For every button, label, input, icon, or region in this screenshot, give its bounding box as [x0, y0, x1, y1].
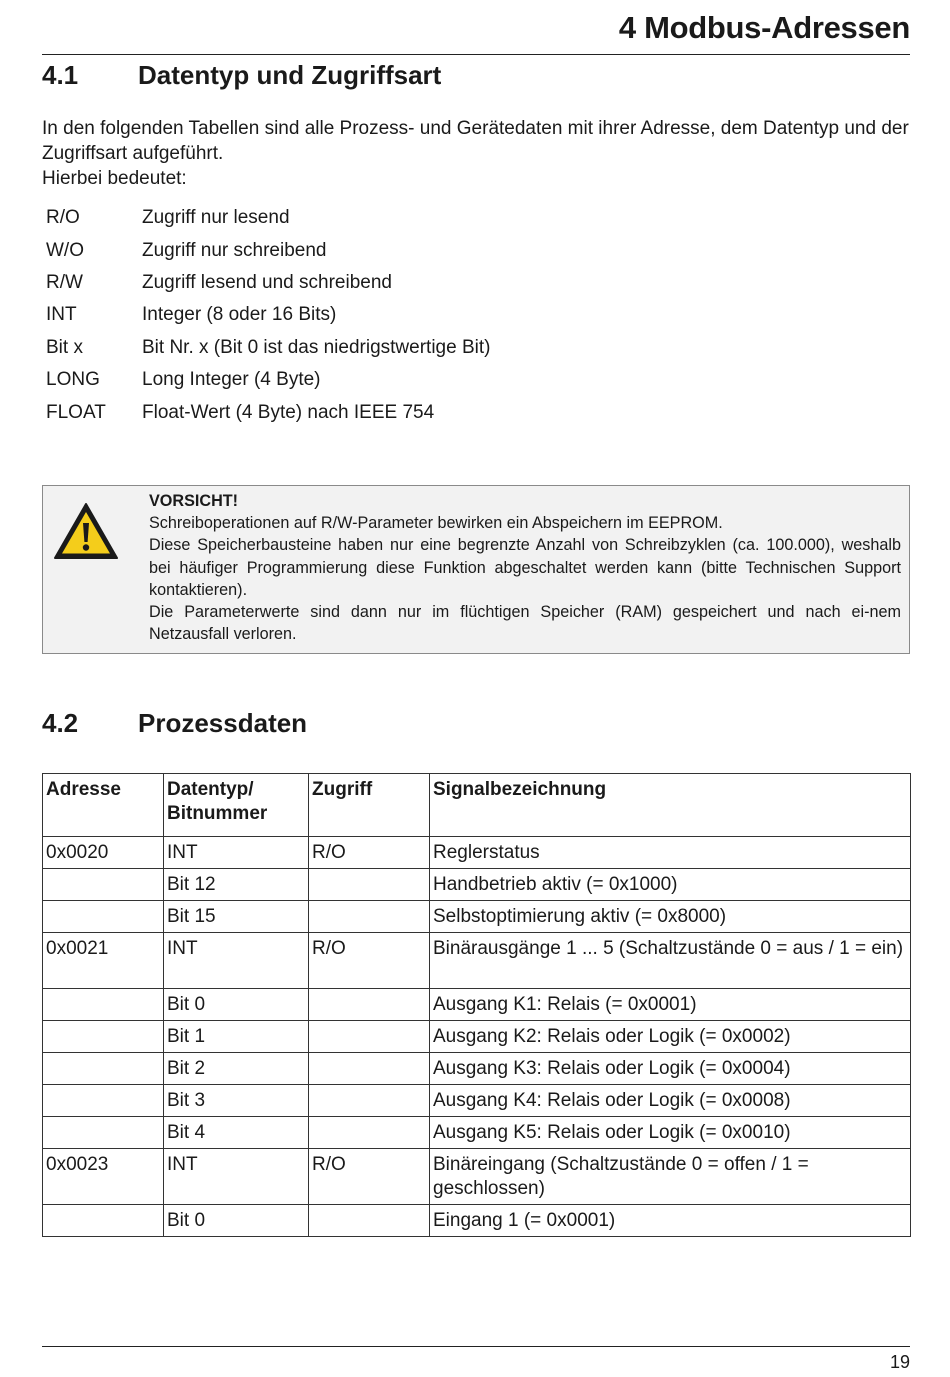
cell-signal: Binärausgänge 1 ... 5 (Schaltzustände 0 = aus / 1 = ein)	[430, 933, 911, 989]
header-rule	[42, 54, 910, 55]
cell-signal: Ausgang K4: Relais oder Logik (= 0x0008)	[430, 1085, 911, 1117]
table-row	[43, 1149, 911, 1205]
definition-abbr: R/W	[46, 271, 83, 293]
cell-access	[309, 1021, 430, 1053]
table-row	[43, 1053, 911, 1085]
definition-abbr: R/O	[46, 207, 80, 229]
cell-address	[43, 1021, 164, 1053]
definition-meaning: Long Integer (4 Byte)	[142, 369, 321, 391]
definition-meaning: Bit Nr. x (Bit 0 ist das niedrigstwertige Bit)	[142, 336, 491, 358]
definition-row	[46, 396, 490, 428]
definition-abbr: Bit x	[46, 336, 83, 358]
cell-signal: Ausgang K5: Relais oder Logik (= 0x0010)	[430, 1117, 911, 1149]
definition-abbr: FLOAT	[46, 401, 106, 423]
cell-datatype: Bit 2	[164, 1053, 309, 1085]
cell-access	[309, 989, 430, 1021]
cell-address	[43, 901, 164, 933]
cell-access	[309, 1117, 430, 1149]
chapter-title: 4 Modbus-Adressen	[618, 10, 910, 45]
warning-triangle-icon	[53, 502, 119, 560]
definition-abbr: INT	[46, 304, 77, 326]
table-row	[43, 1117, 911, 1149]
cell-datatype: INT	[164, 837, 309, 869]
definition-meaning: Zugriff lesend und schreibend	[142, 271, 392, 293]
column-header-datatype: Datentyp/ Bitnummer	[164, 774, 309, 837]
caution-line: Diese Speicherbausteine haben nur eine begrenzte Anzahl von Schreibzyklen (ca. 100.000), weshalb bei häufiger Programmierung diese Funktion abgeschaltet werden kann (bitte Technischen Support kontaktieren).	[149, 536, 901, 599]
definition-row	[46, 234, 490, 266]
cell-datatype: Bit 4	[164, 1117, 309, 1149]
cell-signal: Handbetrieb aktiv (= 0x1000)	[430, 869, 911, 901]
cell-signal: Eingang 1 (= 0x0001)	[430, 1205, 911, 1237]
cell-signal: Ausgang K1: Relais (= 0x0001)	[430, 989, 911, 1021]
cell-datatype: Bit 12	[164, 869, 309, 901]
cell-datatype: Bit 0	[164, 989, 309, 1021]
intro-text	[42, 116, 910, 191]
definition-meaning: Zugriff nur lesend	[142, 207, 290, 229]
cell-datatype: Bit 3	[164, 1085, 309, 1117]
definition-meaning: Integer (8 oder 16 Bits)	[142, 304, 337, 326]
cell-address	[43, 1205, 164, 1237]
cell-signal: Reglerstatus	[430, 837, 911, 869]
footer-rule	[42, 1346, 910, 1347]
cell-address	[43, 1085, 164, 1117]
definition-abbr: W/O	[46, 239, 84, 261]
definition-row	[46, 267, 490, 299]
table-row	[43, 989, 911, 1021]
section-title: Prozessdaten	[138, 708, 308, 738]
definition-abbr: LONG	[46, 369, 100, 391]
cell-access: R/O	[309, 1149, 430, 1205]
column-header-address: Adresse	[43, 774, 164, 837]
cell-access	[309, 1205, 430, 1237]
cell-address	[43, 1053, 164, 1085]
cell-address	[43, 1117, 164, 1149]
table-row	[43, 933, 911, 989]
column-header-access: Zugriff	[309, 774, 430, 837]
cell-address: 0x0023	[43, 1149, 164, 1205]
cell-datatype: Bit 15	[164, 901, 309, 933]
table-row	[43, 1085, 911, 1117]
definition-row	[46, 332, 490, 364]
cell-datatype: INT	[164, 1149, 309, 1205]
caution-line: Schreiboperationen auf R/W-Parameter bewirken ein Abspeichern im EEPROM.	[149, 514, 723, 533]
definition-row	[46, 364, 490, 396]
section-title: Datentyp und Zugriffsart	[138, 60, 442, 90]
cell-signal: Binäreingang (Schaltzustände 0 = offen / 1 = geschlossen)	[430, 1149, 911, 1205]
intro-paragraph: Hierbei bedeutet:	[42, 168, 187, 189]
cell-address: 0x0021	[43, 933, 164, 989]
table-header-row	[43, 774, 911, 837]
page-number: 19	[889, 1352, 910, 1372]
cell-access: R/O	[309, 837, 430, 869]
cell-datatype: INT	[164, 933, 309, 989]
definition-meaning: Zugriff nur schreibend	[142, 239, 327, 261]
table-row	[43, 1205, 911, 1237]
table-row	[43, 837, 911, 869]
section-number: 4.1	[42, 60, 79, 90]
process-data-table	[42, 773, 911, 1237]
definition-row	[46, 202, 490, 234]
cell-datatype: Bit 1	[164, 1021, 309, 1053]
cell-signal: Selbstoptimierung aktiv (= 0x8000)	[430, 901, 911, 933]
intro-paragraph: In den folgenden Tabellen sind alle Prozess- und Gerätedaten mit ihrer Adresse, dem Datentyp und der Zugriffsart aufgeführt.	[42, 118, 909, 164]
section-heading-4-2	[42, 708, 307, 739]
cell-datatype: Bit 0	[164, 1205, 309, 1237]
cell-address	[43, 989, 164, 1021]
cell-access: R/O	[309, 933, 430, 989]
table-row	[43, 901, 911, 933]
table-row	[43, 1021, 911, 1053]
cell-address	[43, 869, 164, 901]
cell-access	[309, 1085, 430, 1117]
definition-meaning: Float-Wert (4 Byte) nach IEEE 754	[142, 401, 435, 423]
definition-row	[46, 299, 490, 331]
caution-box	[42, 485, 910, 654]
definitions-list	[46, 202, 490, 429]
cell-access	[309, 869, 430, 901]
caution-text	[149, 490, 901, 645]
caution-line: Die Parameterwerte sind dann nur im flüchtigen Speicher (RAM) gespeichert und nach ei-nem Netzausfall verloren.	[149, 603, 901, 644]
cell-address: 0x0020	[43, 837, 164, 869]
section-heading-4-1	[42, 60, 441, 91]
table-row	[43, 869, 911, 901]
cell-signal: Ausgang K3: Relais oder Logik (= 0x0004)	[430, 1053, 911, 1085]
cell-access	[309, 901, 430, 933]
section-number: 4.2	[42, 708, 79, 738]
caution-title: VORSICHT!	[149, 492, 239, 510]
column-header-signal: Signalbezeichnung	[430, 774, 911, 837]
cell-signal: Ausgang K2: Relais oder Logik (= 0x0002)	[430, 1021, 911, 1053]
cell-access	[309, 1053, 430, 1085]
